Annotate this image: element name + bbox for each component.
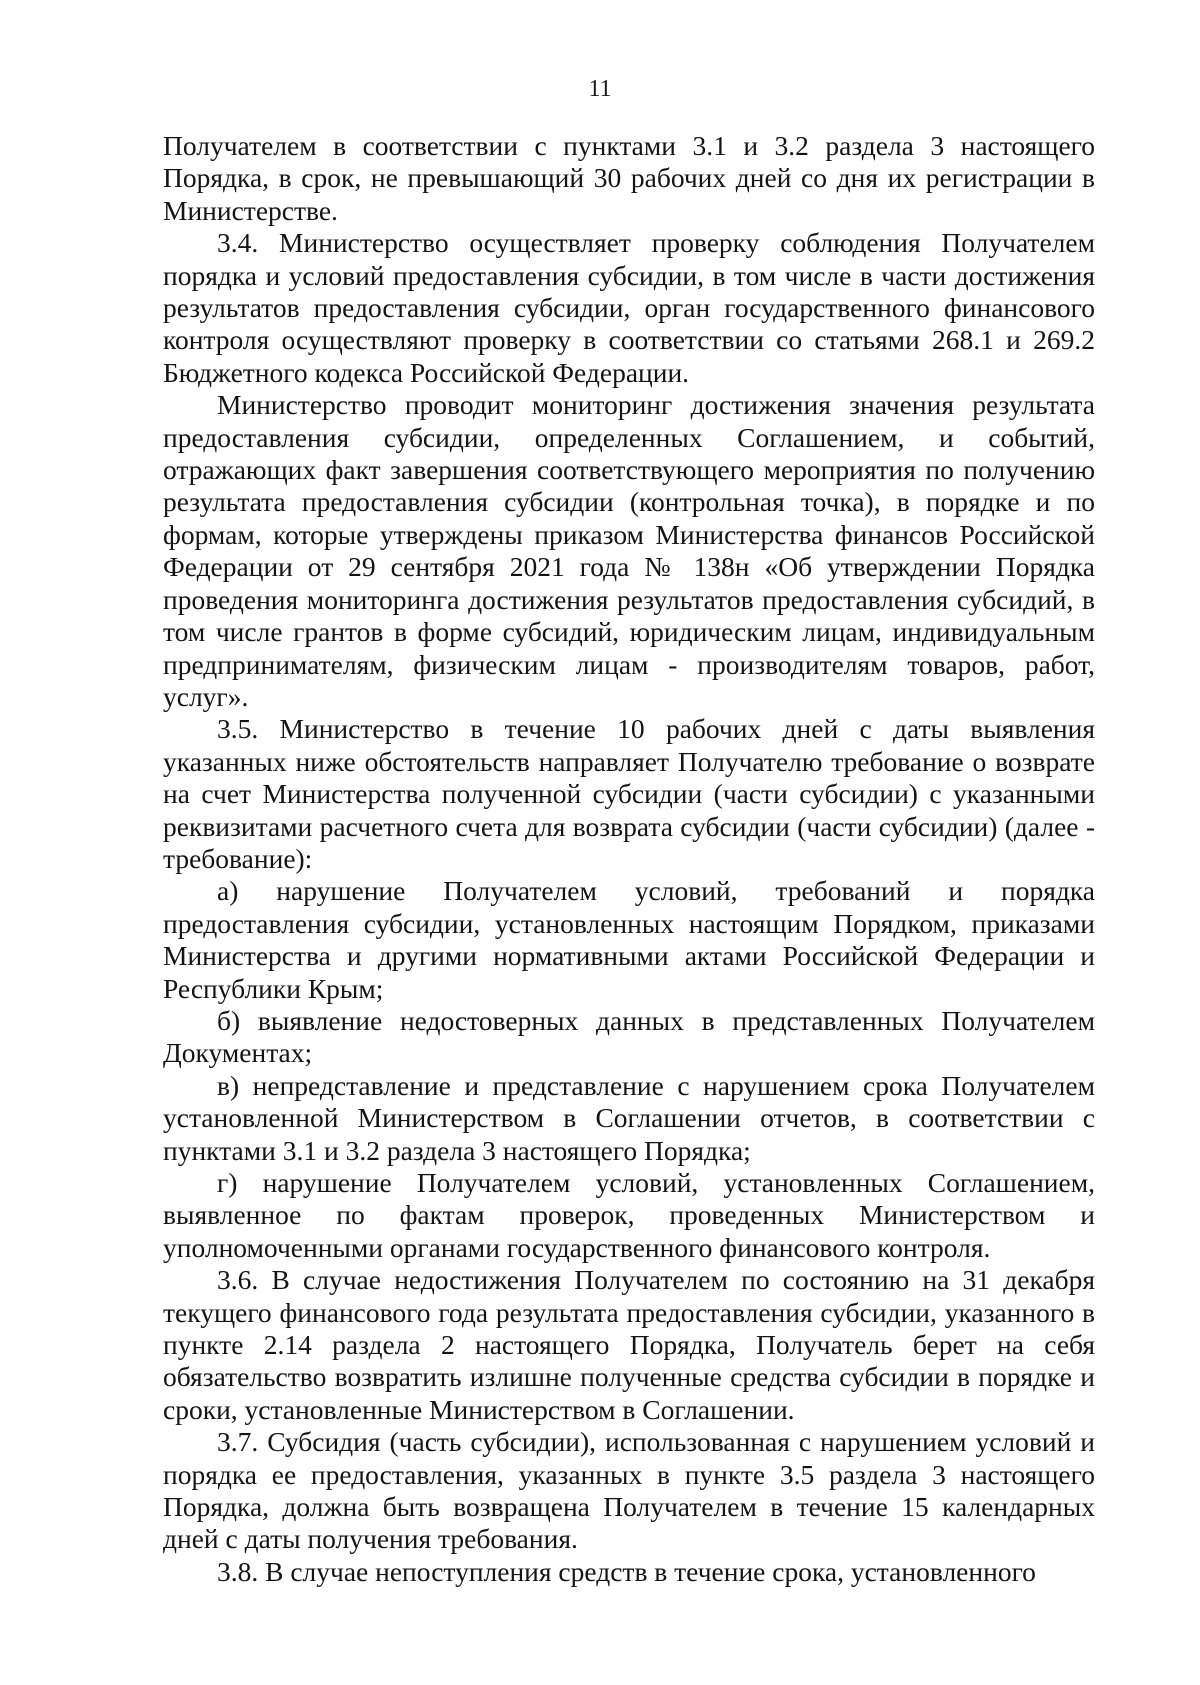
paragraph-continuation: Получателем в соответствии с пунктами 3.1 и 3.2 раздела 3 настоящего Порядка, в срок, не превышающий 30 рабочих дней со дня их регистрации в Министерстве. [163,130,1095,226]
page-number: 11 [588,76,612,102]
paragraph-3-5-b: б) выявление недостоверных данных в представленных Получателем Документах; [163,1004,1095,1069]
paragraph-3-5-g: г) нарушение Получателем условий, установленных Соглашением, выявленное по фактам проверок, проведенных Министерством и уполномоченными органами государственного финансового контроля. [163,1167,1095,1263]
paragraph-3-5-a: а) нарушение Получателем условий, требований и порядка предоставления субсидии, установленных настоящим Порядком, приказами Министерства и другими нормативными актами Российской Федерации и Республики Крым; [163,875,1095,1004]
paragraph-3-6: 3.6. В случае недостижения Получателем по состоянию на 31 декабря текущего финансового года результата предоставления субсидии, указанного в пункте 2.14 раздела 2 настоящего Порядка, Получатель берет на себя обязательство возвратить излишне полученные средства субсидии в порядке и сроки, установленные Министерством в Соглашении. [163,1264,1095,1425]
paragraph-3-5-v: в) непредставление и представление с нарушением срока Получателем установленной Министерством в Соглашении отчетов, в соответствии с пунктами 3.1 и 3.2 раздела 3 настоящего Порядка; [163,1069,1095,1166]
paragraph-monitoring: Министерство проводит мониторинг достижения значения результата предоставления субсидии, определенных Соглашением, и событий, отражающих факт завершения соответствующего мероприятия по получению результата предоставления субсидии (контрольная точка), в порядке и по формам, которые утверждены приказом Министерства финансов Российской Федерации от 29 сентября 2021 года № 138н «Об утверждении Порядка проведения мониторинга достижения результатов предоставления субсидий, в том числе грантов в форме субсидий, юридическим лицам, индивидуальным предпринимателям, физическим лицам - производителям товаров, работ, услуг». [163,389,1095,712]
paragraph-3-8: 3.8. В случае непоступления средств в течение срока, установленного [217,1555,1036,1587]
paragraph-3-4: 3.4. Министерство осуществляет проверку соблюдения Получателем порядка и условий предоставления субсидии, в том числе в части достижения результатов предоставления субсидии, орган государственного финансового контроля осуществляют проверку в соответствии со статьями 268.1 и 269.2 Бюджетного кодекса Российской Федерации. [163,227,1095,388]
paragraph-3-7: 3.7. Субсидия (часть субсидии), использованная с нарушением условий и порядка ее предоставления, указанных в пункте 3.5 раздела 3 настоящего Порядка, должна быть возвращена Получателем в течение 15 календарных дней с даты получения требования. [163,1426,1095,1555]
document-body [163,130,1095,1588]
paragraph-3-5: 3.5. Министерство в течение 10 рабочих дней с даты выявления указанных ниже обстоятельств направляет Получателю требование о возврате на счет Министерства полученной субсидии (части субсидии) с указанными реквизитами расчетного счета для возврата субсидии (части субсидии) (далее - требование): [163,713,1095,874]
